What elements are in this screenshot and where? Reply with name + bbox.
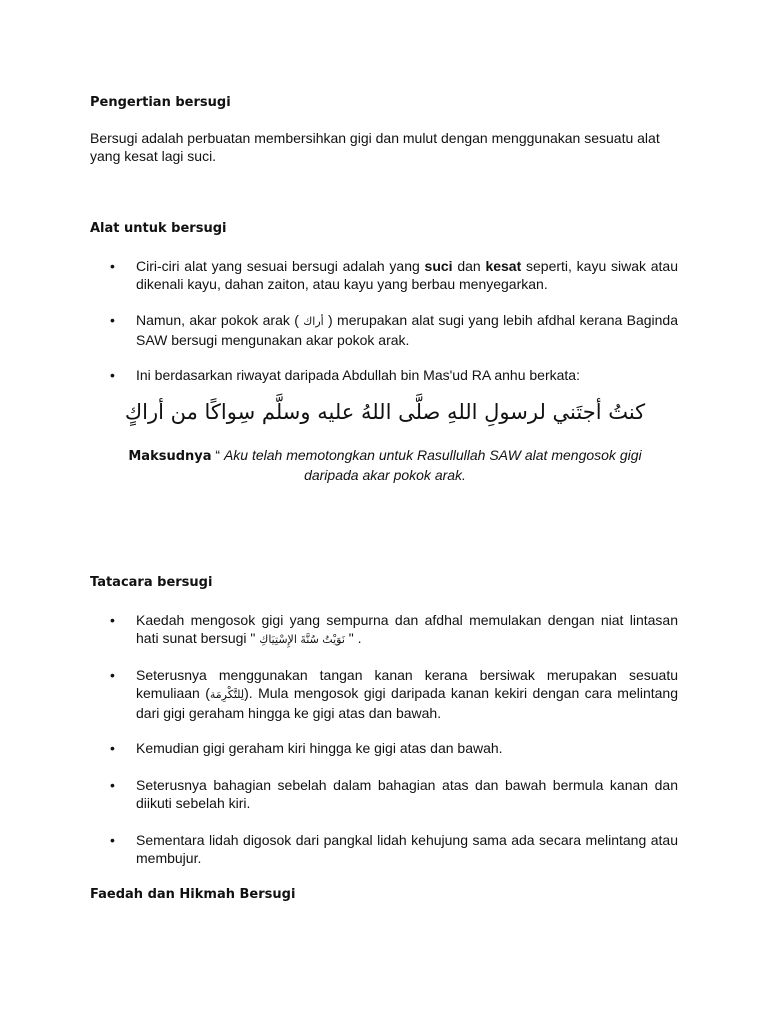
bullet-icon: • (110, 367, 115, 383)
meaning-label: Maksudnya (128, 449, 212, 464)
list-item-text: Ciri-ciri alat yang sesuai bersugi adalah yang suci dan kesat seperti, kayu siwak atau dikenali kayu, dahan zaiton, atau kayu yang berbau menyegarkan. (136, 258, 679, 292)
list-item-text: Kaedah mengosok gigi yang sempurna dan afdhal memulakan dengan niat lintasan hati sunat bersugi " نَوَيْتُ سُنَّةَ الإِسْتِيَاكِ " . (136, 612, 678, 646)
heading-tatacara: Tatacara bersugi (90, 575, 213, 590)
bullet-icon: • (110, 312, 115, 328)
list-item (110, 611, 678, 649)
arabic-hadith: كنتُ أجتَني لرسولِ اللهِ صلَّى اللهُ عليه وسلَّم سِواكًا من أراكٍ (124, 400, 646, 424)
list-item (110, 776, 678, 812)
bullet-icon: • (110, 777, 115, 793)
heading-alat: Alat untuk bersugi (90, 221, 227, 236)
list-item-text: Namun, akar pokok arak ( أراك ) merupakan alat sugi yang lebih afdhal kerana Baginda SAW bersugi mengunakan akar pokok arak. (136, 312, 678, 348)
heading-faedah: Faedah dan Hikmah Bersugi (90, 887, 296, 902)
bullet-icon: • (110, 740, 115, 756)
list-item (110, 666, 678, 722)
list-item-text: Sementara lidah digosok dari pangkal lidah kehujung sama ada secara melintang atau membujur. (136, 832, 678, 866)
meaning-text-line1: Aku telah memotongkan untuk Rasullullah SAW alat mengosok gigi (223, 447, 642, 463)
list-item-text: Kemudian gigi geraham kiri hingga ke gigi atas dan bawah. (136, 740, 503, 756)
list-item (110, 739, 678, 757)
paragraph-pengertian: Bersugi adalah perbuatan membersihkan gigi dan mulut dengan menggunakan sesuatu alat yang kesat lagi suci. (90, 130, 660, 164)
bullet-icon: • (110, 667, 115, 683)
list-item-text: Ini berdasarkan riwayat daripada Abdullah bin Mas'ud RA anhu berkata: (136, 367, 580, 383)
heading-pengertian: Pengertian bersugi (90, 95, 231, 110)
list-item (110, 257, 678, 293)
meaning-text-line2: daripada akar pokok arak. (304, 467, 466, 483)
bullet-icon: • (110, 258, 115, 274)
list-item-text: Seterusnya bahagian sebelah dalam bahagian atas dan bawah bermula kanan dan diikuti sebelah kiri. (136, 777, 678, 811)
meaning-quote: Maksudnya “ Aku telah memotongkan untuk Rasullullah SAW alat mengosok gigi daripada akar pokok arak. (128, 447, 642, 483)
list-item-text: Seterusnya menggunakan tangan kanan kerana bersiwak merupakan sesuatu kemuliaan (لِلتَّكْرِمَة). Mula mengosok gigi daripada kanan kekiri dengan cara melintang dari gigi geraham hingga ke gigi atas dan bawah. (136, 667, 678, 721)
list-item (110, 831, 678, 867)
bullet-icon: • (110, 832, 115, 848)
bullet-icon: • (110, 612, 115, 628)
list-item (110, 366, 678, 384)
list-item (110, 311, 678, 349)
